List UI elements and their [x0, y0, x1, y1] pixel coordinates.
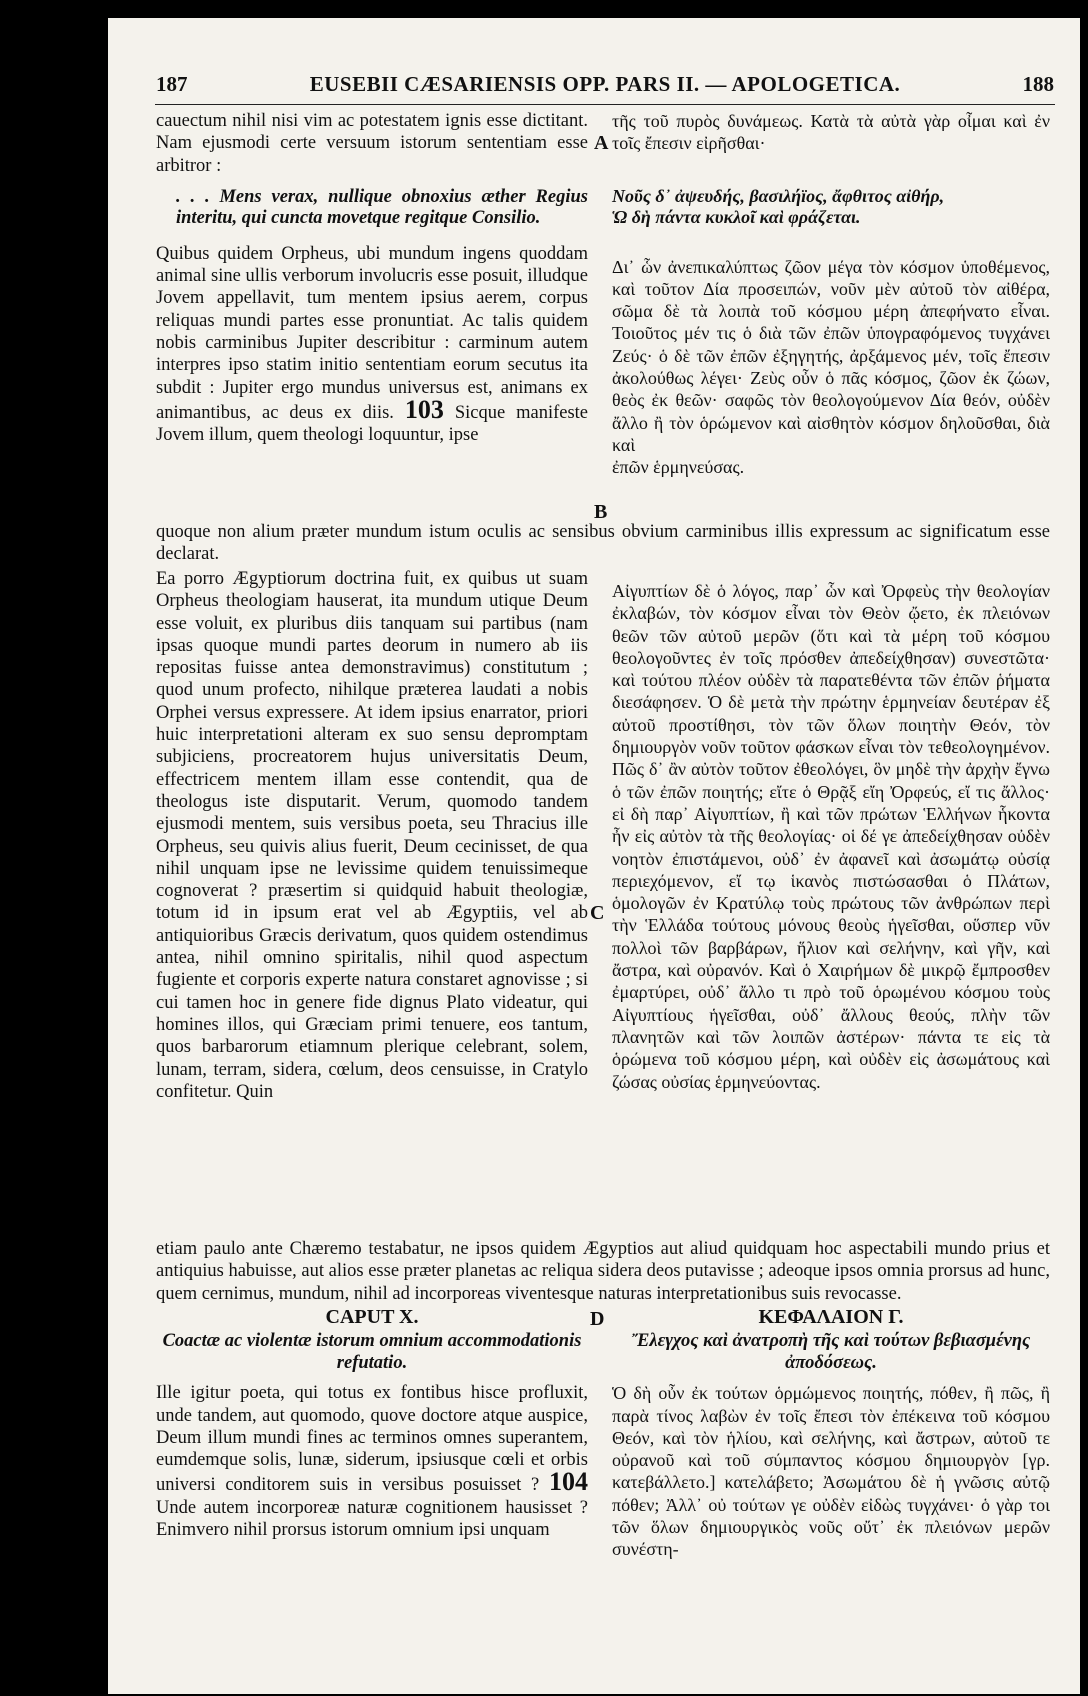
- full-width-paragraph-2: etiam paulo ante Chæremo testabatur, ne ipsos quidem Ægyptios aut aliud quidquam hoc aspectabili mundo prius et antiquius habuisse, aut alios esse præter planetas ac reliqua sidera deos putavisse ; adeoque ipsos omnia prorsus ad hunc, quem cernimus, mundum, nihil ad incorporeas viventesque naturas interpretationibus suis revocasse.: [156, 1239, 1050, 1304]
- greek-column-3: [612, 1306, 1050, 1561]
- page-number-right: 188: [1022, 72, 1054, 96]
- full-width-text-1: [156, 521, 1050, 566]
- greek-verse-line-2: Ὡ δὴ πάντα κυκλοῖ καὶ φράζεται.: [612, 206, 861, 227]
- latin-paragraph-3-text: Ille igitur poeta, qui totus ex fontibus hisce profluxit, unde tandem, aut quomodo, quove doctore atque auspice, Deum illum mundi fines ac terminos omnes superantem, eumdemque solis, lunæ, siderum, ipsiusque cœli et orbis universi conditorem suis in versibus posuisset ?: [156, 1383, 588, 1496]
- latin-paragraph-3: [156, 1382, 588, 1541]
- latin-paragraph-2: Ea porro Ægyptiorum doctrina fuit, ex quibus ut suam Orpheus theologiam hauserat, ita mundum utique Deum esse voluit, ex pluribus diis tanquam sui partibus (nam ipsas quoque mundi partes deorum in numero ab iis repositas fuisse antea demonstravimus) constitutum ; quod unum profecto, nihilque præterea laudati a nobis Orphei versus expressere. At idem ipsius enarrator, priori huic interpretationi alteram ex suo sensu depromptam subjiciens, procreatorem hujus universitatis Deum, effectricem mentem illam esse contendit, qua de theologus iste disputarit. Verum, quomodo tandem ejusmodi mentem, suis versibus poeta, seu Thracius ille Orpheus, seu quivis alius fuerit, Deum cecinisset, de qua nihil unquam ipse ne levissime quidem tenuissimeque cognoverat ? præsertim si quidquid habuit theologiæ, totum id in ipsum erat vel ab Ægyptiis, vel ab antiquioribus Græcis derivatum, quos quidem ostendimus antea, nihil omnino spiritalis, nihil quod aspectum fugiente et corporis experte natura constaret agnovisse ; si cui tamen hoc in genere fide dignus Plato videatur, qui homines illos, qui Græciam primi tenuere, eos tantum, quos barbarorum etiamnum plerique celebrant, solem, lunam, terram, sidera, cœlum, deos censuisse, in Cratylo confitetur. Quin: [156, 569, 588, 1102]
- margin-letter-a: A: [594, 132, 609, 154]
- greek-chapter-heading: ΚΕΦΑΛΑΙΟΝ Γ.: [758, 1306, 904, 1328]
- latin-verse: . . . Mens verax, nullique obnoxius æther Regius interitu, qui cuncta movetque regitque Consilio.: [176, 186, 588, 228]
- greek-column-2: [612, 580, 1050, 1093]
- greek-verse-line-1: Νοῦς δ᾽ ἀψευδής, βασιλήϊος, ἄφθιτος αἰθήρ,: [612, 185, 945, 206]
- full-width-text-2: [156, 1238, 1050, 1305]
- latin-column-3: [156, 1306, 588, 1541]
- latin-chapter-heading: CAPUT X.: [325, 1306, 419, 1328]
- latin-column-1: [156, 110, 588, 447]
- header-rule: [155, 104, 1055, 105]
- greek-paragraph-2: Αἰγυπτίων δὲ ὁ λόγος, παρ᾽ ὧν καὶ Ὀρφεὺς τὴν θεολογίαν ἐκλαβών, τὸν κόσμον εἶναι τὸν Θεὸν ᾤετο, ἐκ πλειόνων θεῶν τῶν αὐτοῦ μερῶν (ὅτι καὶ τὰ μέρη τοῦ κόσμου θεολογοῦντες ἐν τοῖς πρόσθεν ἀπεδείχθησαν) συνεστῶτα· καὶ τούτου πλέον οὐδὲν τὰ παρατεθέντα τῶν ἐπῶν ῥήματα διεσάφησεν. Ὁ δὲ μετὰ τὴν πρώτην ἑρμηνείαν δευτέραν ἐξ αὐτοῦ προστίθησι, τὸν τῶν ὅλων ποιητὴν Θεόν, τὸν δημιουργὸν νοῦν τοῦτον φάσκων εἶναι τὸν τεθεολογημένον. Πῶς δ᾽ ἂν αὐτὸν τοῦτον ἐθεολόγει, ὃν μηδὲ τὴν ἀρχὴν ἔγνω ὁ τῶν ἐπῶν ποιητής; εἴτε ὁ Θρᾷξ εἴη Ὀρφεύς, εἴ τις ἄλλος· εἰ δὴ παρ᾽ Αἰγυπτίων, ἢ καὶ τῶν πρώτων Ἑλλήνων ἧκοντα ἦν εἰς αὐτὸν τὰ τῆς θεολογίας· οἱ δέ γε ἀπεδείχθησαν οὐδὲν νοητὸν ἐπιστάμενοι, οὐδ᾽ ἐν ἀφανεῖ καὶ ἀσωμάτῳ οὐσίᾳ περιεχόμενον, εἴ τῳ ἱκανὸς πιστώσασθαι ὁ Πλάτων, ὁμολογῶν ἐν Κρατύλῳ τοὺς πρώτους τῶν ἀνθρώπων περὶ τὴν Ἑλλάδα τούτους μόνους θεοὺς ἡγεῖσθαι, οὕσπερ νῦν πολλοὶ τῶν βαρβάρων, ἥλιον καὶ σελήνην, καὶ γῆν, καὶ ἄστρα, καὶ οὐρανόν. Καὶ ὁ Χαιρήμων δὲ μικρῷ ἔμπροσθεν ἐμαρτύρει, οὐδ᾽ ἄλλο τι πρὸ τοῦ ὁρωμένου κόσμου τοὺς Αἰγυπτίους ἡγεῖσθαι, οὐδ᾽ ἄλλους θεούς, πλὴν τῶν πλανητῶν καὶ τῶν λοιπῶν ἀστέρων· πάντα τε εἰς τὰ ὁρώμενα τοῦ κόσμου μέρη, καὶ οὐδὲν εἰς ἀσωμάτους καὶ ζώσας οὐσίας ἑρμηνεύοντας.: [612, 581, 1050, 1092]
- margin-letter-d: D: [590, 1308, 605, 1330]
- latin-paragraph-1-text: Quibus quidem Orpheus, ubi mundum ingens quoddam animal sine ullis verborum involucris esse posuit, illudque Jovem appellavit, tum mentem ipsius aerem, corpus reliquas mundi partes esse pronuntiat. Ac talis quidem nobis carminibus Jupiter describitur : carminum autem interpres ipso statim initio sententiam eorum secutus ita subdit : Jupiter ergo mundus universus est, animans ex animantibus, ac deus ex diis.: [156, 243, 588, 423]
- latin-intro: cauectum nihil nisi vim ac potestatem ignis esse dictitant. Nam ejusmodi certe versuum istorum sententiam esse arbitror :: [156, 111, 588, 176]
- greek-paragraph-3: Ὁ δὴ οὖν ἐκ τούτων ὁρμώμενος ποιητής, πόθεν, ἢ πῶς, ἢ παρὰ τίνος λαβὼν ἐν τοῖς ἔπεσι τὸν ἐπέκεινα τοῦ κόσμου Θεόν, καὶ τὸν ἡλίου, καὶ σελήνης, καὶ ἄστρων, αὐτοῦ τε οὐρανοῦ καὶ τοῦ σύμπαντος κόσμου δημιουργὸν [γρ. κατεβάλλετο.] κατελάβετο; Ἀσωμάτου δὲ ἡ γνῶσις αὐτῷ πόθεν; Ἀλλ᾽ οὐ τούτων γε οὐδὲν εἰδὼς τυγχάνει· ὁ γὰρ τοι τῶν ὅλων δημιουργικὸς νοῦς οὔτ᾽ ἐκ πλειόνων μερῶν συνέστη-: [612, 1383, 1050, 1560]
- running-header: [150, 72, 1060, 102]
- latin-column-2: [156, 568, 588, 1103]
- latin-chapter-subtitle: Coactæ ac violentæ istorum omnium accommodationis refutatio.: [162, 1331, 582, 1374]
- full-width-paragraph-1: quoque non alium præter mundum istum oculis ac sensibus obvium carminibus illis expressum ac significatum esse declarat.: [156, 522, 1050, 565]
- latin-paragraph-1: [156, 243, 588, 447]
- latin-paragraph-3-cont: Unde autem incorporeæ naturæ cognitionem hausisset ? Enimvero nihil prorsus istorum omnium ipsi unquam: [156, 1497, 588, 1541]
- margin-letter-c: C: [590, 902, 605, 924]
- greek-chapter-subtitle: Ἔλεγχος καὶ ἀνατροπὴ τῆς καὶ τούτων βεβιασμένης ἀποδόσεως.: [631, 1331, 1031, 1374]
- greek-intro: τῆς τοῦ πυρὸς δυνάμεως. Κατὰ τὰ αὐτὰ γὰρ οἶμαι καὶ ἐν τοῖς ἔπεσιν εἰρῆσθαι·: [612, 111, 1050, 154]
- marginal-number-103: 103: [404, 394, 444, 424]
- greek-column-1: [612, 110, 1050, 479]
- page-number-left: 187: [156, 72, 188, 96]
- latin-paragraph-1-cont: Sicque manifeste Jovem illum, quem theologi loquuntur, ipse: [156, 402, 589, 446]
- greek-paragraph-1: Δι᾽ ὧν ἀνεπικαλύπτως ζῶον μέγα τὸν κόσμον ὑποθέμενος, καὶ τοῦτον Δία προσειπών, νοῦν μὲν αὐτοῦ τὸν αἰθέρα, σῶμα δὲ τὰ λοιπὰ τοῦ κόσμου μέρη ἀπεφήνατο εἶναι. Τοιοῦτος μέν τις ὁ διὰ τῶν ἐπῶν ὑπογραφόμενος τυγχάνει Ζεύς· ὁ δὲ τῶν ἐπῶν ἐξηγητής, ἀρξάμενος μέν, τοῖς ἔπεσιν ἀκολούθως λέγει· Ζεὺς οὖν ὁ πᾶς κόσμος, ζῶον ἐκ ζώων, θεὸς ἐκ θεῶν· σαφῶς τὸν θεολογούμενον Δία θεόν, οὐδὲν ἄλλο ἢ τὸν ὁρώμενον καὶ αἰσθητὸν κόσμον δηλοῦσθαι, διὰ καὶ: [612, 256, 1050, 455]
- marginal-number-104: 104: [549, 1467, 588, 1497]
- header-title: EUSEBII CÆSARIENSIS OPP. PARS II. — APOLOGETICA.: [309, 72, 901, 96]
- margin-letter-b: B: [594, 501, 608, 523]
- greek-paragraph-1-end: ἐπῶν ἑρμηνεύσας.: [612, 457, 745, 478]
